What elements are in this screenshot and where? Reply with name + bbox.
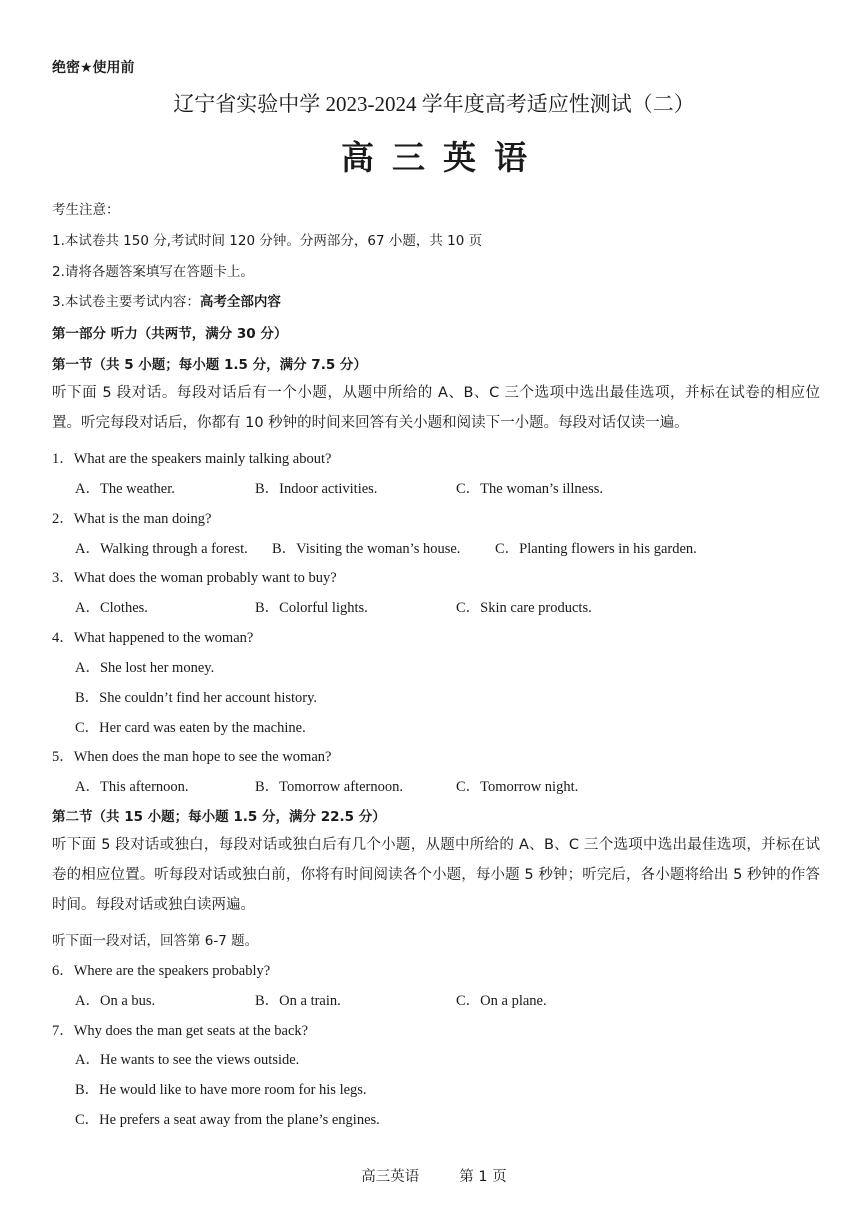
question-1-option-b: B．Indoor activities. — [255, 481, 378, 497]
question-3-option-b: B．Colorful lights. — [255, 600, 368, 616]
page-footer — [0, 1165, 868, 1186]
question-5-option-c: C．Tomorrow night. — [456, 779, 579, 795]
question-5-stem: 5．When does the man hope to see the woman? — [52, 749, 332, 765]
part1-title: 第一部分 听力（共两节，满分 30 分） — [52, 326, 288, 342]
question-5-option-b: B．Tomorrow afternoon. — [255, 779, 403, 795]
question-7-option-a: A．He wants to see the views outside. — [75, 1052, 300, 1068]
notes-item-2: 2.请将各题答案填写在答题卡上。 — [52, 264, 254, 280]
question-3-option-c: C．Skin care products. — [456, 600, 592, 616]
question-7-option-c: C．He prefers a seat away from the plane’s engines. — [75, 1112, 380, 1128]
question-5-option-a: A．This afternoon. — [75, 779, 189, 795]
notes-item-3 — [52, 290, 281, 310]
question-4-option-a: A．She lost her money. — [75, 660, 215, 676]
question-1-option-a: A．The weather. — [75, 481, 175, 497]
secret-mark: 绝密★使用前 — [52, 60, 135, 76]
question-2-option-a: A．Walking through a forest. — [75, 541, 248, 557]
question-1-stem: 1．What are the speakers mainly talking about? — [52, 451, 332, 467]
question-4-stem: 4．What happened to the woman? — [52, 630, 254, 646]
question-2-option-b: B．Visiting the woman’s house. — [272, 541, 461, 557]
section2-title: 第二节（共 15 小题；每小题 1.5 分，满分 22.5 分） — [52, 809, 386, 825]
notes-item-3-bold: 高考全部内容 — [199, 294, 281, 310]
exam-title: 辽宁省实验中学 2023-2024 学年度高考适应性测试（二） — [173, 92, 695, 116]
section1-title: 第一节（共 5 小题；每小题 1.5 分，满分 7.5 分） — [52, 357, 367, 373]
question-1-option-c: C．The woman’s illness. — [456, 481, 604, 497]
notes-item-3-prefix: 3.本试卷主要考试内容： — [52, 294, 200, 310]
question-4-option-b: B．She couldn’t find her account history. — [75, 690, 318, 706]
question-2-option-c: C．Planting flowers in his garden. — [495, 541, 697, 557]
notes-item-1: 1.本试卷共 150 分,考试时间 120 分钟。分两部分，67 小题，共 10 页 — [52, 233, 483, 249]
dialogue-intro-6-7: 听下面一段对话，回答第 6-7 题。 — [52, 933, 259, 949]
question-4-option-c: C．Her card was eaten by the machine. — [75, 720, 306, 736]
question-3-stem: 3．What does the woman probably want to buy? — [52, 570, 337, 586]
subject-title: 高三英语 — [341, 138, 545, 177]
question-7-stem: 7．Why does the man get seats at the back? — [52, 1023, 309, 1039]
section2-instructions: 听下面 5 段对话或独白，每段对话或独白后有几个小题，从题中所给的 A、B、C 三个选项中选出最佳选项，并标在试卷的相应位置。听每段对话或独白前，你将有时间阅读各个小题，每小题 5 秒钟；听完后，各小题将给出 5 秒钟的作答时间。每段对话或独白读两遍。 — [52, 837, 820, 913]
section1-instructions: 听下面 5 段对话。每段对话后有一个小题，从题中所给的 A、B、C 三个选项中选出最佳选项，并标在试卷的相应位置。听完每段对话后，你都有 10 秒钟的时间来回答有关小题和阅读下一小题。每段对话仅读一遍。 — [52, 385, 820, 431]
question-2-stem: 2．What is the man doing? — [52, 511, 212, 527]
question-6-option-a: A．On a bus. — [75, 993, 156, 1009]
question-6-option-b: B．On a train. — [255, 993, 341, 1009]
question-3-option-a: A．Clothes. — [75, 600, 148, 616]
question-7-option-b: B．He would like to have more room for his legs. — [75, 1082, 367, 1098]
question-6-stem: 6．Where are the speakers probably? — [52, 963, 271, 979]
notes-heading: 考生注意： — [52, 202, 120, 218]
footer-subject: 高三英语 — [361, 1169, 420, 1185]
question-6-option-c: C．On a plane. — [456, 993, 547, 1009]
footer-page-number: 第 1 页 — [459, 1169, 507, 1185]
